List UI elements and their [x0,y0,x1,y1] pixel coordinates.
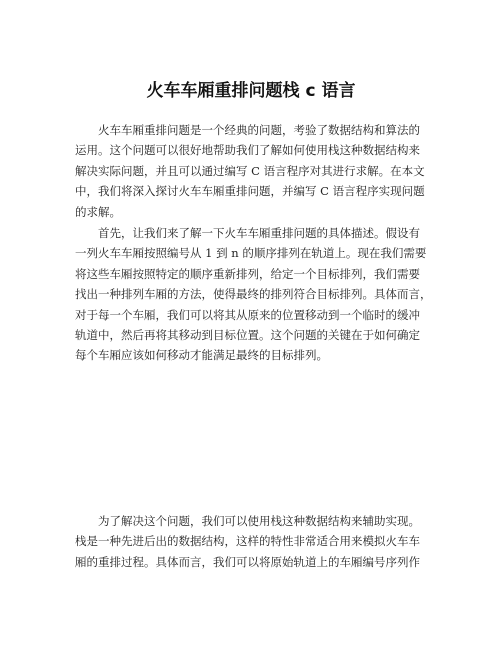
paragraph-3 [75,511,435,572]
paragraph-line: 火车车厢重排问题是一个经典的问题，考验了数据结构和算法的 [98,123,420,137]
paragraph-2 [75,223,435,366]
paragraph-line: 解决实际问题，并且可以通过编写 C 语言程序对其进行求解。在本文 [75,163,425,178]
document-title: 火车车厢重排问题栈 c 语言 [146,81,356,101]
paragraph-1 [75,120,435,222]
paragraph-line: 的求解。 [75,204,121,219]
paragraph-line: 将这些车厢按照特定的顺序重新排列，给定一个目标排列，我们需要 [75,266,420,281]
paragraph-line: 为了解决这个问题，我们可以使用栈这种数据结构来辅助实现。 [98,514,420,528]
paragraph-line: 厢的重排过程。具体而言，我们可以将原始轨道上的车厢编号序列作 [75,554,420,569]
paragraph-line: 轨道中，然后再将其移动到目标位置。这个问题的关键在于如何确定 [75,327,420,342]
paragraph-line: 对于每一个车厢，我们可以将其从原来的位置移动到一个临时的缓冲 [75,307,420,322]
paragraph-line: 运用。这个问题可以很好地帮助我们了解如何使用栈这种数据结构来 [75,143,420,158]
paragraph-line: 栈是一种先进后出的数据结构，这样的特性非常适合用来模拟火车车 [75,534,420,549]
paragraph-line: 找出一种排列车厢的方法，使得最终的排列符合目标排列。具体而言， [75,287,432,302]
paragraph-line: 一列火车车厢按照编号从 1 到 n 的顺序排列在轨道上。现在我们需要 [75,246,427,261]
paragraph-line: 每个车厢应该如何移动才能满足最终的目标排列。 [75,348,328,363]
paragraph-line: 首先，让我们来了解一下火车车厢重排问题的具体描述。假设有 [98,226,420,240]
paragraph-line: 中，我们将深入探讨火车车厢重排问题，并编写 C 语言程序实现问题 [75,184,425,199]
